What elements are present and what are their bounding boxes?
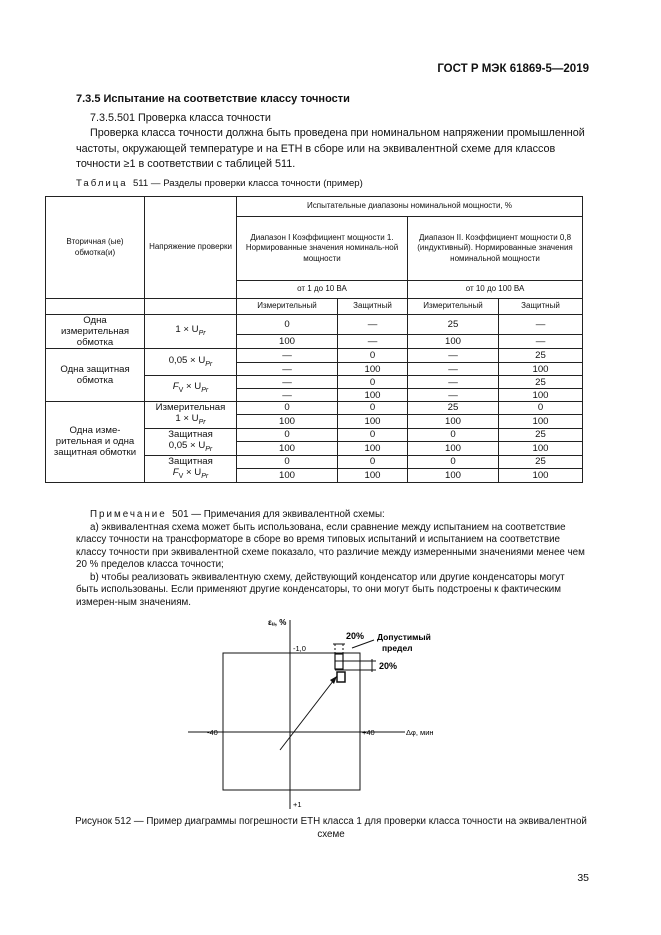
- table-cell: 100: [237, 335, 338, 349]
- sub-header-prot-1: Защитный: [338, 299, 408, 315]
- table-cell: —: [338, 315, 408, 335]
- table-cell: 100: [499, 468, 583, 482]
- figure-caption: Рисунок 512 — Пример диаграммы погрешности ЕТН класса 1 для проверки класса точности на эквивалентной схеме: [75, 816, 587, 840]
- table-cell: —: [408, 389, 499, 402]
- table-cell: 0: [338, 402, 408, 415]
- table-cell: —: [237, 349, 338, 363]
- pct-right-label: 20%: [379, 661, 398, 671]
- y-bottom-tick: +1: [293, 800, 302, 809]
- table-cell: 25: [499, 376, 583, 389]
- body-paragraph: Проверка класса точности должна быть проведена при номинальном напряжении промышленной частоты, окружающей температуре и на ЕТН в сборе или на эквивалентной схеме для классов точности ≥1 в соответствии с таблицей 511.: [76, 127, 585, 170]
- table-cell: 0: [499, 402, 583, 415]
- table-cell: 100: [338, 468, 408, 482]
- table-cell: —: [499, 315, 583, 335]
- table-cell: 0: [237, 455, 338, 468]
- table-cell: 100: [499, 389, 583, 402]
- group-measuring-winding: Одна измерительная обмотка: [46, 315, 145, 349]
- x-right-tick: +40: [362, 728, 375, 737]
- header-voltage: Напряжение проверки: [145, 197, 237, 299]
- table-cell: 0: [338, 376, 408, 389]
- table-cell: 0: [408, 455, 499, 468]
- table-cell: —: [499, 335, 583, 349]
- allowed-label: Допустимый: [377, 632, 431, 642]
- document-header: ГОСТ Р МЭК 61869-5—2019: [437, 63, 589, 75]
- y-axis-label: εᵤ, %: [268, 618, 287, 627]
- table-cell: 100: [499, 414, 583, 428]
- table-cell: 100: [408, 335, 499, 349]
- label-pointer: [352, 640, 374, 648]
- header-range-2: Диапазон II. Коэффициент мощности 0,8 (индуктивный). Нормированные значения номинальной мощности: [408, 217, 583, 281]
- table-cell: —: [237, 389, 338, 402]
- voltage-1u: $1 \times U_{Pr}$: [145, 315, 237, 349]
- table-cell: 100: [338, 363, 408, 376]
- measurement-box: [337, 672, 345, 682]
- table-cell: 100: [338, 441, 408, 455]
- table-cell: —: [408, 376, 499, 389]
- subsection-title: 7.3.5.501 Проверка класса точности: [90, 112, 271, 124]
- table-cell: 25: [499, 455, 583, 468]
- table-cell: 0: [408, 428, 499, 441]
- header-range-1: Диапазон I Коэффициент мощности 1. Нормированные значения номиналь-ной мощности: [237, 217, 408, 281]
- notes-block: [76, 509, 586, 609]
- table-cell: —: [237, 376, 338, 389]
- table-cell: 100: [499, 363, 583, 376]
- y-top-tick: -1,0: [293, 644, 306, 653]
- table-cell: 0: [237, 402, 338, 415]
- page-number: 35: [577, 872, 589, 884]
- header-ranges: Испытательные диапазоны номинальной мощности, %: [237, 197, 583, 217]
- voltage-prot-005u: Защитная $0,05 \times U_{Pr}$: [145, 428, 237, 455]
- table-cell: —: [338, 335, 408, 349]
- blank-cell: [145, 299, 237, 315]
- note-item-a: а) эквивалентная схема может быть использована, если сравнение между испытанием на соответствие классу точности на трансформаторе в сборе во время типовых испытаний и испытанием на соответствие классу точности при эквивалентной схеме показало, что различие между измеренными значениями менее чем 20 % пределов класса точности;: [76, 521, 585, 570]
- note-item-b: b) чтобы реализовать эквивалентную схему, действующий конденсатор или другие конденсаторы могут быть использованы. Если применяют другие конденсаторы, то они могут быть подстроены к фактическим измерен-ным значениям.: [76, 571, 565, 608]
- sub-header-meas-2: Измерительный: [408, 299, 499, 315]
- pct-top-label: 20%: [346, 631, 365, 641]
- table-cell: 25: [499, 349, 583, 363]
- voltage-fvu: $F_V \times U_{Pr}$: [145, 376, 237, 402]
- table-cell: —: [237, 363, 338, 376]
- table-caption: [76, 178, 363, 189]
- table-cell: 100: [237, 441, 338, 455]
- header-range-1-span: от 1 до 10 ВА: [237, 281, 408, 299]
- table-cell: 100: [237, 468, 338, 482]
- group-combined-windings: Одна изме-рительная и одна защитная обмотки: [46, 402, 145, 483]
- table-caption-prefix: Таблица: [76, 178, 128, 189]
- table-caption-text: 511 — Разделы проверки класса точности (пример): [132, 178, 363, 189]
- x-axis-label: Δφ, мин: [406, 728, 434, 737]
- sub-header-meas-1: Измерительный: [237, 299, 338, 315]
- arrow-head: [330, 676, 337, 684]
- table-cell: —: [408, 349, 499, 363]
- table-cell: 25: [499, 428, 583, 441]
- table-cell: 0: [237, 428, 338, 441]
- section-title: 7.3.5 Испытание на соответствие классу точности: [76, 93, 350, 105]
- voltage-prot-fvu: Защитная $F_V \times U_{Pr}$: [145, 455, 237, 482]
- table-cell: 100: [338, 389, 408, 402]
- voltage-005u: $0,05 \times U_{Pr}$: [145, 349, 237, 376]
- table-cell: 100: [408, 414, 499, 428]
- table-cell: 100: [408, 468, 499, 482]
- table-cell: —: [408, 363, 499, 376]
- limit-label: предел: [382, 643, 413, 653]
- table-cell: 100: [499, 441, 583, 455]
- x-left-tick: -40: [207, 728, 218, 737]
- voltage-meas-1u: Измерительная $1 \times U_{Pr}$: [145, 402, 237, 429]
- group-protective-winding: Одна защитная обмотка: [46, 349, 145, 402]
- table-cell: 100: [408, 441, 499, 455]
- table-cell: 25: [408, 315, 499, 335]
- accuracy-table: [45, 196, 583, 483]
- table-cell: 100: [338, 414, 408, 428]
- error-diagram: [180, 614, 470, 814]
- accuracy-limit-square: [223, 653, 360, 790]
- error-trend-arrow: [280, 676, 337, 750]
- header-range-2-span: от 10 до 100 ВА: [408, 281, 583, 299]
- header-winding: Вторичная (ые) обмотка(и): [46, 197, 145, 299]
- table-cell: 0: [338, 349, 408, 363]
- note-heading: Примечание 501 — Примечания для эквивалентной схемы:: [90, 509, 385, 520]
- table-cell: 100: [237, 414, 338, 428]
- blank-cell: [46, 299, 145, 315]
- sub-header-prot-2: Защитный: [499, 299, 583, 315]
- table-cell: 0: [237, 315, 338, 335]
- table-cell: 0: [338, 428, 408, 441]
- table-cell: 0: [338, 455, 408, 468]
- table-cell: 25: [408, 402, 499, 415]
